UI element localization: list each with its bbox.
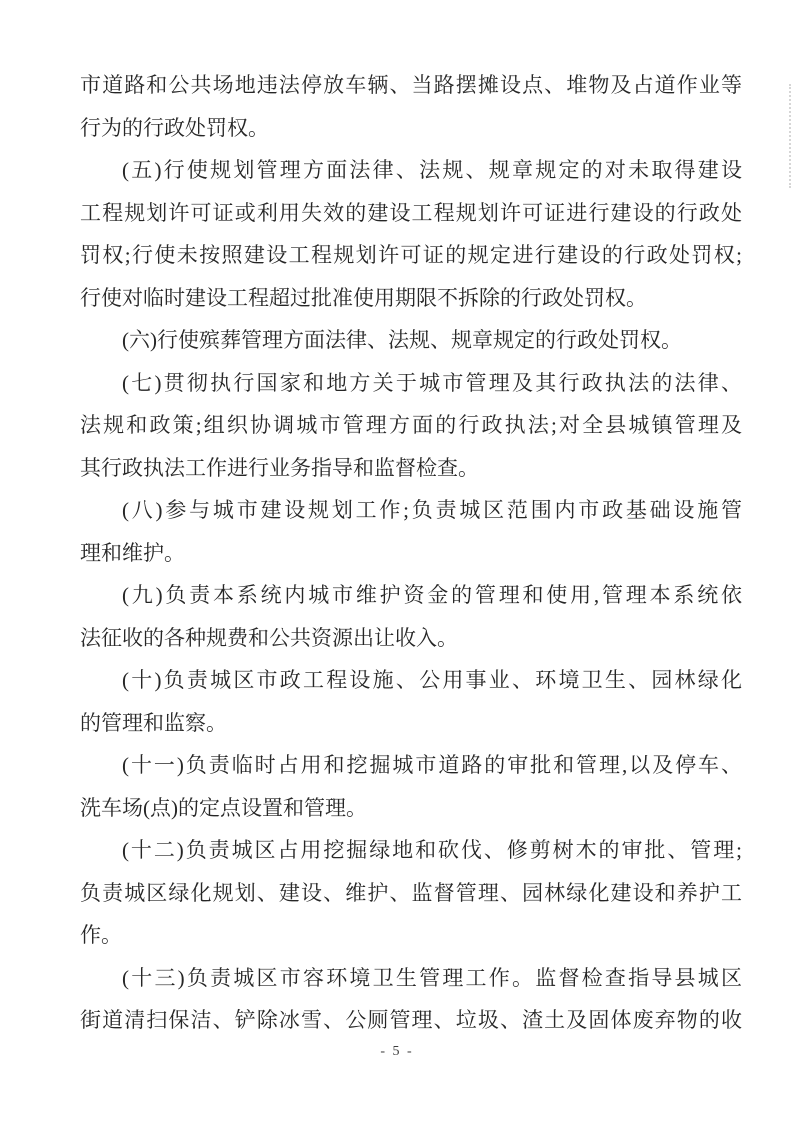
text-block [80,64,742,1042]
text-line: 法规和政策;组织协调城市管理方面的行政执法;对全县城镇管理及 [80,413,742,437]
text-line: 洗车场(点)的定点设置和管理。 [80,795,367,820]
text-line: 理和维护。 [80,540,185,565]
text-line: (十)负责城区市政工程设施、公用事业、环境卫生、园林绿化 [122,668,742,692]
text-line: (十三)负责城区市容环境卫生管理工作。监督检查指导县城区 [122,965,742,990]
text-line: 法征收的各种规费和公共资源出让收入。 [80,625,458,650]
text-line: (八)参与城市建设规划工作;负责城区范围内市政基础设施管 [122,498,742,522]
text-line: 负责城区绿化规划、建设、维护、监督管理、园林绿化建设和养护工 [80,880,742,905]
page-number: - 5 - [380,1044,414,1059]
text-line: (九)负责本系统内城市维护资金的管理和使用,管理本系统依 [122,583,742,607]
text-line: 行为的行政处罚权。 [80,115,269,140]
text-line: 工程规划许可证或利用失效的建设工程规划许可证进行建设的行政处 [80,200,742,225]
text-line: 市道路和公共场地违法停放车辆、当路摆摊设点、堆物及占道作业等 [80,73,742,97]
text-line: 其行政执法工作进行业务指导和监督检查。 [80,455,479,480]
text-line: 罚权;行使未按照建设工程规划许可证的规定进行建设的行政处罚权; [80,243,742,267]
text-line: (十二)负责城区占用挖掘绿地和砍伐、修剪树木的审批、管理; [122,838,742,862]
text-line: 的管理和监察。 [80,710,227,735]
text-line: (五)行使规划管理方面法律、法规、规章规定的对未取得建设 [122,158,742,182]
text-line: (十一)负责临时占用和挖掘城市道路的审批和管理,以及停车、 [122,753,742,777]
text-line: 作。 [80,923,122,947]
text-line: (六)行使殡葬管理方面法律、法规、规章规定的行政处罚权。 [122,328,682,352]
scan-artifact-dotted-line [789,84,791,188]
text-line: 行使对临时建设工程超过批准使用期限不拆除的行政处罚权。 [80,285,647,310]
text-line: (七)贯彻执行国家和地方关于城市管理及其行政执法的法律、 [122,370,742,395]
text-line: 街道清扫保洁、铲除冰雪、公厕管理、垃圾、渣土及固体废弃物的收 [80,1008,742,1032]
